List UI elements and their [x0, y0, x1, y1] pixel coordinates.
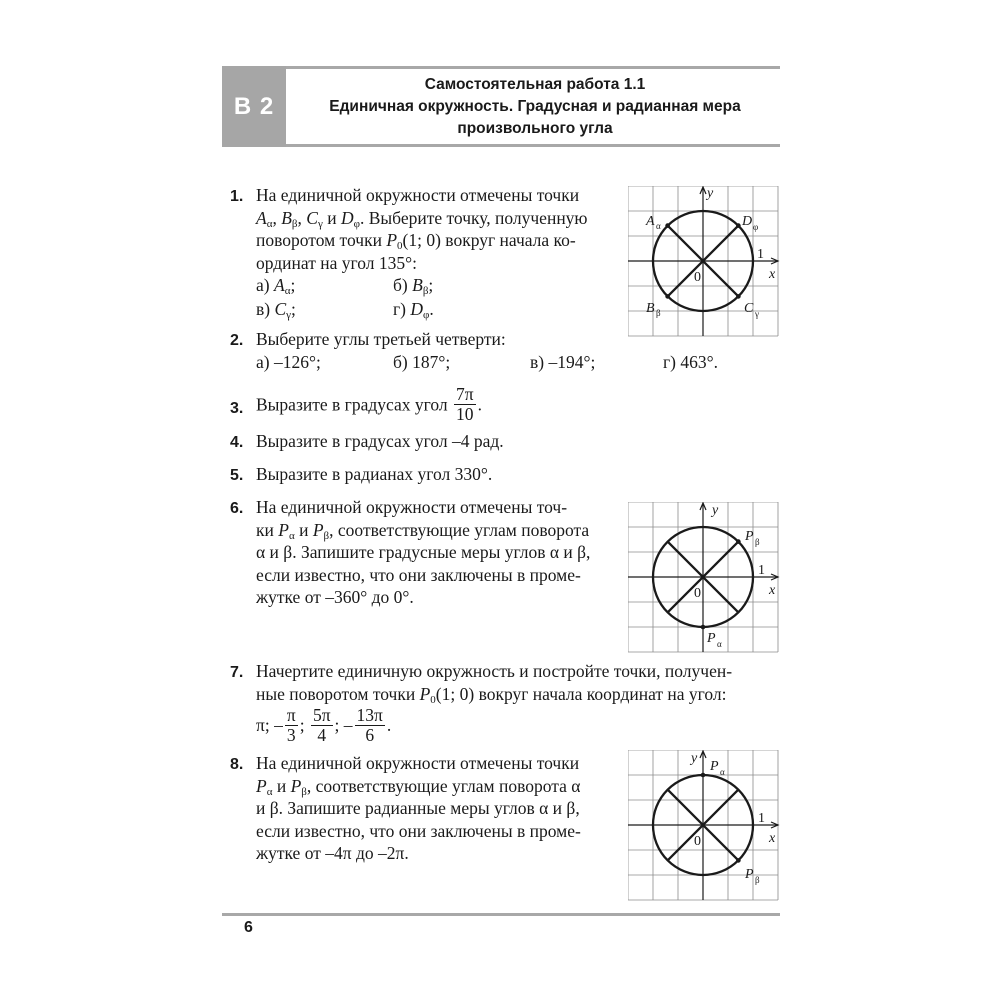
variant-badge: В 2 — [222, 66, 286, 147]
page-number: 6 — [244, 919, 253, 936]
header-top-rule — [222, 66, 780, 69]
svg-text:α: α — [717, 639, 722, 649]
svg-text:0: 0 — [694, 834, 701, 849]
topic-line-2: произвольного угла — [457, 120, 613, 137]
svg-text:α: α — [720, 767, 725, 777]
unit-circle-figure-2 — [628, 502, 780, 654]
svg-text:0: 0 — [694, 586, 701, 601]
fraction-13pi-over-6: $\frac{13\pi}{6}$ — [356, 705, 383, 745]
svg-text:B: B — [646, 301, 655, 316]
topic-line-1: Единичная окружность. Градусная и радианная мера — [329, 98, 741, 115]
svg-text:P: P — [707, 631, 716, 646]
task-2-option-d: г) 463°. — [663, 352, 719, 372]
svg-text:1: 1 — [758, 563, 765, 578]
svg-text:x: x — [769, 831, 776, 846]
task-4-number: 4. — [230, 434, 244, 451]
fraction-5pi-over-4: $\frac{5\pi}{4}$ — [312, 705, 331, 745]
svg-text:P: P — [710, 759, 719, 774]
task-5-text: Выразите в радианах угол 330°. — [256, 464, 493, 484]
svg-text:y: y — [707, 186, 714, 201]
task-7-text: Начертите единичную окружность и постройте точки, получен- ные поворотом точки $P_0(1$; 0) вокруг начала координат на угол: — [256, 661, 733, 706]
svg-text:γ: γ — [755, 309, 759, 319]
task-1-option-c: в) $C_\gamma$; — [256, 299, 296, 321]
footer-rule — [222, 913, 780, 916]
task-1-option-d: г) $D_\varphi$. — [393, 299, 434, 321]
task-7-number: 7. — [230, 664, 244, 681]
svg-text:α: α — [656, 221, 661, 231]
task-2-option-a: а) –126°; — [256, 352, 321, 372]
svg-text:D: D — [742, 214, 753, 229]
page-title — [300, 74, 770, 140]
svg-text:β: β — [656, 308, 661, 318]
svg-text:y: y — [712, 503, 719, 518]
task-2-option-b: б) 187°; — [393, 352, 451, 372]
task-2-option-c: в) –194°; — [530, 352, 596, 372]
fraction-pi-over-3: $\frac{\pi}{3}$ — [286, 705, 296, 745]
task-3-text: Выразите в градусах угол $\frac{7\pi}{10}$ . — [256, 384, 482, 424]
task-8-text: На единичной окружности отмечены точки $P_\alpha$ и $P_\beta$, соответствующие углам поворота α и β. Запишите радианные меры углов α и β, если известно, что они заключены в проме- жутке от –4π до –2π. — [256, 753, 581, 863]
task-6-number: 6. — [230, 500, 244, 517]
svg-text:φ: φ — [753, 222, 759, 232]
task-2-number: 2. — [230, 332, 244, 349]
svg-text:P: P — [745, 529, 754, 544]
unit-circle-figure-1 — [628, 186, 780, 338]
svg-text:1: 1 — [757, 247, 764, 262]
svg-text:P: P — [745, 867, 754, 882]
svg-text:A: A — [646, 214, 655, 229]
svg-text:x: x — [769, 267, 776, 282]
svg-text:β: β — [755, 875, 760, 885]
fraction-7pi-over-10: $\frac{7\pi}{10}$ — [456, 384, 474, 424]
svg-text:1: 1 — [758, 811, 765, 826]
header-bottom-rule — [222, 144, 780, 147]
task-2-text: Выберите углы третьей четверти: — [256, 329, 506, 349]
task-7-angles: π; – $\frac{\pi}{3}$ ; $\frac{5\pi}{4}$ ; – $\frac{13\pi}{6}$ . — [256, 705, 392, 745]
task-5-number: 5. — [230, 467, 244, 484]
task-3-number: 3. — [230, 400, 244, 417]
task-1-option-b: б) $B_\beta$; — [393, 275, 434, 297]
task-1-number: 1. — [230, 188, 244, 205]
svg-text:y: y — [691, 751, 698, 766]
svg-text:C: C — [744, 301, 754, 316]
task-8-number: 8. — [230, 756, 244, 773]
task-1-option-a: а) $A_\alpha$; — [256, 275, 296, 297]
task-6-text: На единичной окружности отмечены точ- ки $P_\alpha$ и $P_\beta$, соответствующие углам поворота α и β. Запишите градусные меры углов α и β, если известно, что они заключены в проме- жутке от –360° до 0°. — [256, 497, 591, 607]
svg-text:β: β — [755, 537, 760, 547]
unit-circle-figure-3 — [628, 750, 780, 902]
svg-text:x: x — [769, 583, 776, 598]
svg-text:0: 0 — [694, 270, 701, 285]
task-4-text: Выразите в градусах угол –4 рад. — [256, 431, 504, 451]
task-1-text: На единичной окружности отмечены точки $A_\alpha$, $B_\beta$, $C_\gamma$ и $D_\varphi$. Выберите точку, полученную поворотом точки $P_0(1$; 0) вокруг начала ко- ординат на угол 135°: — [256, 185, 588, 273]
work-title: Самостоятельная работа 1.1 — [424, 76, 646, 93]
